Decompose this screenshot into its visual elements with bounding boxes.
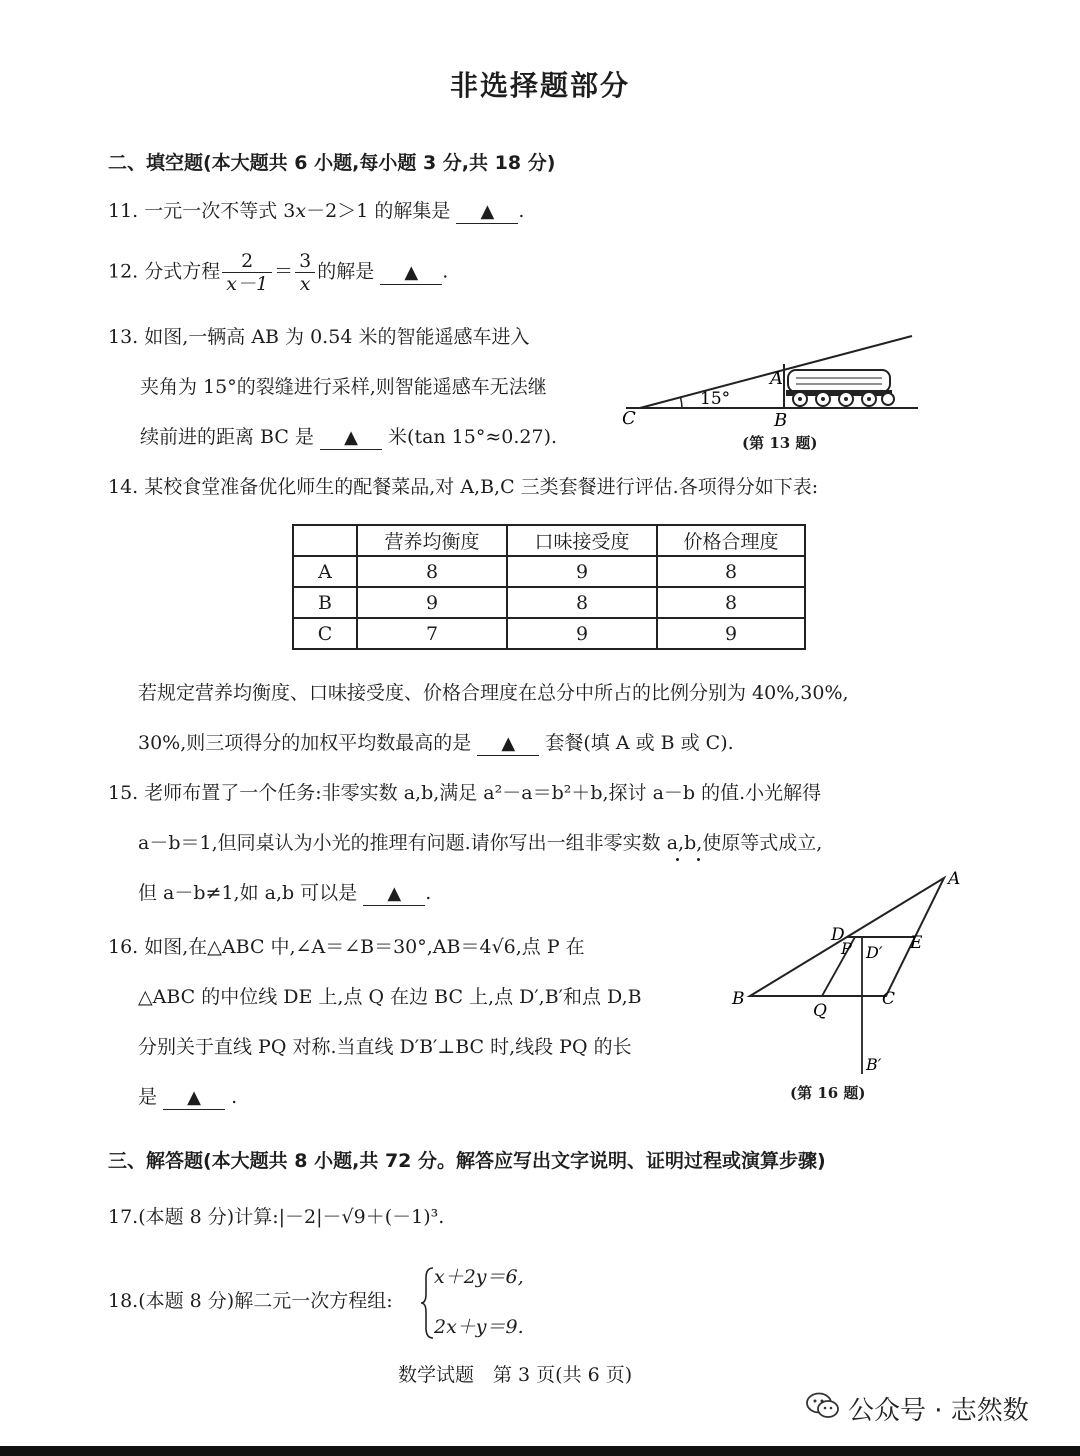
point-D-label: D — [831, 925, 845, 945]
q18-prefix: 18.(本题 8 分)解二元一次方程组: — [108, 1290, 393, 1312]
section-3-heading: 三、解答题(本大题共 8 小题,共 72 分。解答应写出文字说明、证明过程或演算步骤) — [108, 1150, 826, 1172]
emphasis-dot — [676, 858, 679, 861]
answer-blank-11 — [456, 200, 518, 224]
q11-prefix: 11. 一元一次不等式 3 — [108, 200, 296, 222]
point-E-label: E — [910, 933, 923, 953]
table-cell: 8 — [357, 556, 507, 587]
watermark-text: 公众号 · 志然数 — [848, 1396, 1029, 1426]
question-12 — [108, 250, 448, 295]
table-row — [293, 587, 805, 618]
fraction-2 — [295, 250, 315, 295]
rover-icon — [786, 370, 894, 406]
table-cell: 8 — [657, 587, 805, 618]
page-title: 非选择题部分 — [449, 69, 630, 102]
answer-blank-12 — [380, 261, 442, 285]
emphasis-dot — [697, 858, 700, 861]
point-P-label: P — [841, 939, 852, 958]
q12-mid: 的解是 — [317, 260, 375, 283]
q15-line-3 — [138, 880, 431, 906]
point-Q-label: Q — [813, 1001, 827, 1021]
q18-equation-2: 2x＋y＝9. — [434, 1316, 524, 1338]
answer-blank-15 — [363, 882, 425, 906]
angle-label: 15° — [700, 389, 731, 409]
point-A-label: A — [770, 368, 783, 389]
table-row — [293, 618, 805, 649]
q13-line-3 — [140, 424, 557, 450]
q13-line-1: 13. 如图,一辆高 AB 为 0.54 米的智能遥感车进入 — [108, 326, 530, 348]
q13-line-3-unit: 米(tan 15°≈0.27). — [388, 426, 558, 448]
q11-mid: －2＞1 的解集是 — [306, 200, 451, 222]
table-cell: 9 — [507, 556, 657, 587]
figure-16-caption: (第 16 题) — [790, 1084, 866, 1102]
q15-line-2: a－b＝1,但同桌认为小光的推理有问题.请你写出一组非零实数 a,b,使原等式成立, — [138, 832, 823, 854]
table-cell: A — [293, 556, 357, 587]
fraction-1 — [222, 250, 272, 295]
table-cell: 9 — [507, 618, 657, 649]
table-header-row — [293, 525, 805, 556]
table-cell: 8 — [507, 587, 657, 618]
page-bottom-edge — [0, 1446, 1080, 1456]
answer-blank-13 — [320, 426, 382, 450]
table-row — [293, 556, 805, 587]
q15-line-3-text: 但 a－b≠1,如 a,b 可以是 — [138, 882, 358, 904]
q15-line-3-end: . — [425, 882, 432, 904]
q13-line-2: 夹角为 15°的裂缝进行采样,则智能遥感车无法继 — [140, 376, 547, 398]
table-cell: 7 — [357, 618, 507, 649]
point-B-label: B — [774, 410, 788, 431]
table-header-cell: 价格合理度 — [657, 525, 805, 556]
blank-marker: ▲ — [344, 427, 358, 448]
blank-marker: ▲ — [480, 201, 495, 222]
q16-line-4-end: . — [231, 1086, 238, 1108]
page-footer: 数学试题 第 3 页(共 6 页) — [398, 1364, 633, 1386]
table-header-cell: 口味接受度 — [507, 525, 657, 556]
fraction-2-denominator: x — [299, 273, 311, 295]
point-B-label: B — [732, 989, 745, 1009]
q14-line-2 — [138, 730, 734, 756]
blank-marker: ▲ — [501, 733, 516, 754]
q16-line-2: △ABC 的中位线 DE 上,点 Q 在边 BC 上,点 D′,B′和点 D,B — [138, 986, 642, 1008]
q16-line-4 — [138, 1084, 237, 1110]
table-header-cell: 营养均衡度 — [357, 525, 507, 556]
wechat-icon — [806, 1392, 840, 1420]
section-2-heading: 二、填空题(本大题共 6 小题,每小题 3 分,共 18 分) — [108, 152, 556, 174]
point-C-label: C — [882, 989, 896, 1009]
q11-var: x — [295, 200, 307, 222]
answer-blank-16 — [163, 1086, 225, 1110]
q16-line-4-text: 是 — [138, 1086, 158, 1108]
fraction-1-denominator: x－1 — [226, 273, 269, 295]
q14-line-1: 若规定营养均衡度、口味接受度、价格合理度在总分中所占的比例分别为 40%,30%, — [138, 682, 849, 704]
question-17: 17.(本题 8 分)计算:|－2|－√9＋(－1)³. — [108, 1206, 445, 1228]
figure-13-caption: (第 13 题) — [742, 434, 818, 452]
point-Dprime-label: D′ — [866, 943, 883, 962]
q18-equation-1: x＋2y＝6, — [434, 1266, 524, 1288]
q12-end: . — [442, 260, 449, 283]
fraction-1-numerator: 2 — [222, 250, 272, 273]
table-cell: 9 — [657, 618, 805, 649]
table-cell: 8 — [657, 556, 805, 587]
fraction-2-numerator: 3 — [295, 250, 315, 273]
answer-blank-14 — [477, 732, 539, 756]
figure-16 — [728, 862, 968, 1082]
blank-marker: ▲ — [404, 261, 419, 283]
table-cell: C — [293, 618, 357, 649]
q16-line-3: 分别关于直线 PQ 对称.当直线 D′B′⊥BC 时,线段 PQ 的长 — [138, 1036, 632, 1058]
table-cell: 9 — [357, 587, 507, 618]
table-header-cell — [293, 525, 357, 556]
system-brace — [420, 1266, 434, 1340]
q13-line-3-text: 续前进的距离 BC 是 — [140, 426, 314, 448]
q16-line-1: 16. 如图,在△ABC 中,∠A＝∠B＝30°,AB＝4√6,点 P 在 — [108, 936, 585, 958]
question-11 — [108, 198, 524, 224]
q15-line-1: 15. 老师布置了一个任务:非零实数 a,b,满足 a²－a＝b²＋b,探讨 a－b 的值.小光解得 — [108, 782, 822, 804]
angle-arc — [681, 398, 683, 409]
blank-marker: ▲ — [187, 1087, 201, 1108]
table-cell: B — [293, 587, 357, 618]
point-A-label: A — [948, 869, 961, 889]
q14-intro: 14. 某校食堂准备优化师生的配餐菜品,对 A,B,C 三类套餐进行评估.各项得分如下表: — [108, 476, 819, 498]
score-table — [292, 524, 806, 650]
point-C-label: C — [622, 408, 636, 429]
point-Bprime-label: B′ — [866, 1055, 882, 1074]
q14-line-2-text: 30%,则三项得分的加权平均数最高的是 — [138, 732, 472, 754]
blank-marker: ▲ — [387, 883, 402, 904]
q12-eq: ＝ — [274, 260, 294, 283]
q14-line-2-tail: 套餐(填 A 或 B 或 C). — [545, 732, 734, 754]
q11-end: . — [518, 200, 525, 222]
q12-prefix: 12. 分式方程 — [108, 260, 221, 283]
